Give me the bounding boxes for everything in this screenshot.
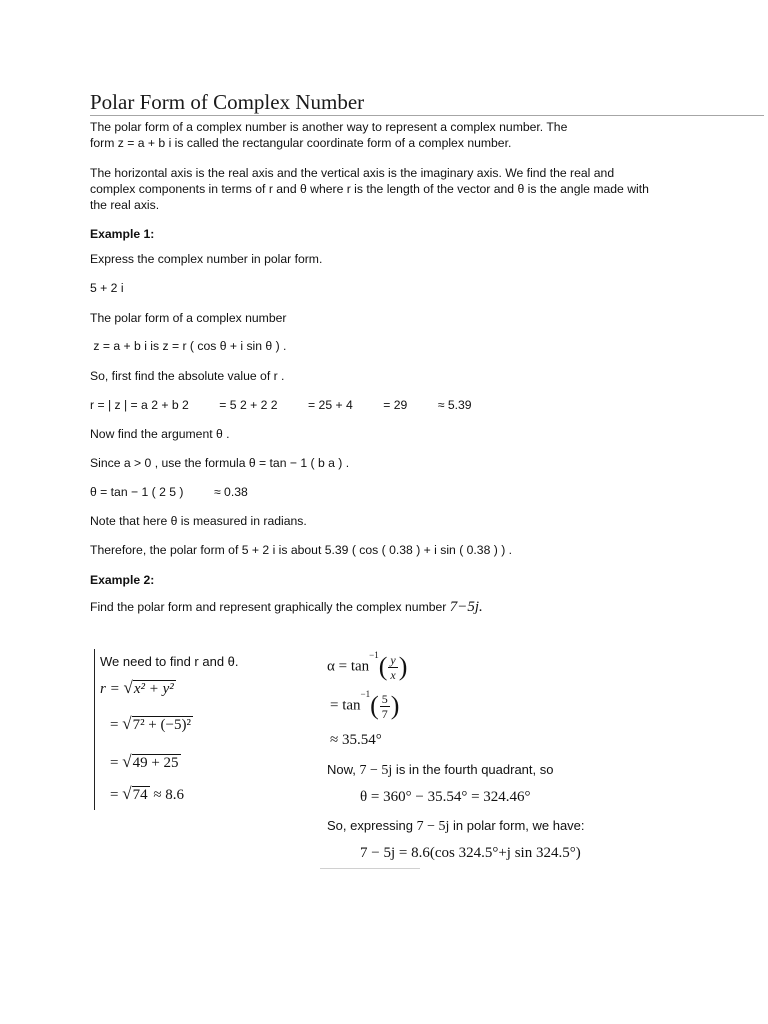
axis-line-2: complex components in terms of r and θ where r is the length of the vector and θ is the angle made with xyxy=(90,182,649,196)
alpha-formula: $\alpha = \tan^{-1}$( $\frac{y}{x}$ ) xyxy=(327,650,408,682)
r-calculation: r = | z | = a 2 + b 2 = 5 2 + 2 2 = 25 + 4 = 29 ≈ 5.39 xyxy=(90,398,472,412)
example2-prompt-text: Find the polar form and represent graphically the complex number xyxy=(90,600,450,614)
r-sum-line: = √49 + 25 xyxy=(110,752,179,771)
axis-line-1: The horizontal axis is the real axis and the vertical axis is the imaginary axis. We find the real and xyxy=(90,166,615,180)
example2-number: 7−5j. xyxy=(449,599,483,615)
page-title: Polar Form of Complex Number xyxy=(90,90,764,116)
theta-equation: θ = 360° − 35.54° = 324.46° xyxy=(360,789,531,805)
theta-calculation: θ = tan − 1 ( 2 5 ) ≈ 0.38 xyxy=(90,485,248,499)
image-bottom-edge xyxy=(320,868,420,869)
example1-conclusion: Therefore, the polar form of 5 + 2 i is about 5.39 ( cos ( 0.38 ) + i sin ( 0.38 ) ) . xyxy=(90,543,513,557)
r-formula-line: r = √x² + y² xyxy=(100,678,174,697)
polar-intro: The polar form of a complex number xyxy=(90,311,287,325)
r-result-line: = √74 ≈ 8.6 xyxy=(110,784,185,803)
example2-heading: Example 2: xyxy=(90,573,155,587)
alpha-approx: ≈ 35.54° xyxy=(330,732,382,748)
arg-intro: Now find the argument θ . xyxy=(90,427,230,441)
formula-line: Since a > 0 , use the formula θ = tan − 1 ( b a ) . xyxy=(90,456,350,470)
example1-prompt: Express the complex number in polar form. xyxy=(90,252,323,266)
r-substitution-line: = √7² + (−5)² xyxy=(110,714,191,733)
intro-line-1: The polar form of a complex number is another way to represent a complex number. The xyxy=(90,120,568,134)
solution-left-border xyxy=(94,649,95,810)
example1-number: 5 + 2 i xyxy=(90,281,124,295)
radians-note: Note that here θ is measured in radians. xyxy=(90,514,307,528)
polar-formula: z = a + b i is z = r ( cos θ + i sin θ ) . xyxy=(90,339,287,353)
axis-line-3: the real axis. xyxy=(90,198,160,212)
final-polar-equation: 7 − 5j = 8.6(cos 324.5°+j sin 324.5°) xyxy=(360,845,581,861)
solution-left-intro: We need to find r and θ. xyxy=(100,654,239,669)
abs-intro: So, first find the absolute value of r . xyxy=(90,369,285,383)
example1-heading: Example 1: xyxy=(90,227,155,241)
intro-line-2: form z = a + b i is called the rectangular coordinate form of a complex number. xyxy=(90,136,512,150)
example2-prompt xyxy=(90,599,483,615)
alpha-substitution: = $\tan^{-1}$( $\frac{5}{7}$ ) xyxy=(330,689,400,721)
express-statement: So, expressing 7 − 5j in polar form, we have: xyxy=(327,818,585,834)
quadrant-statement: Now, 7 − 5j is in the fourth quadrant, so xyxy=(327,762,554,778)
